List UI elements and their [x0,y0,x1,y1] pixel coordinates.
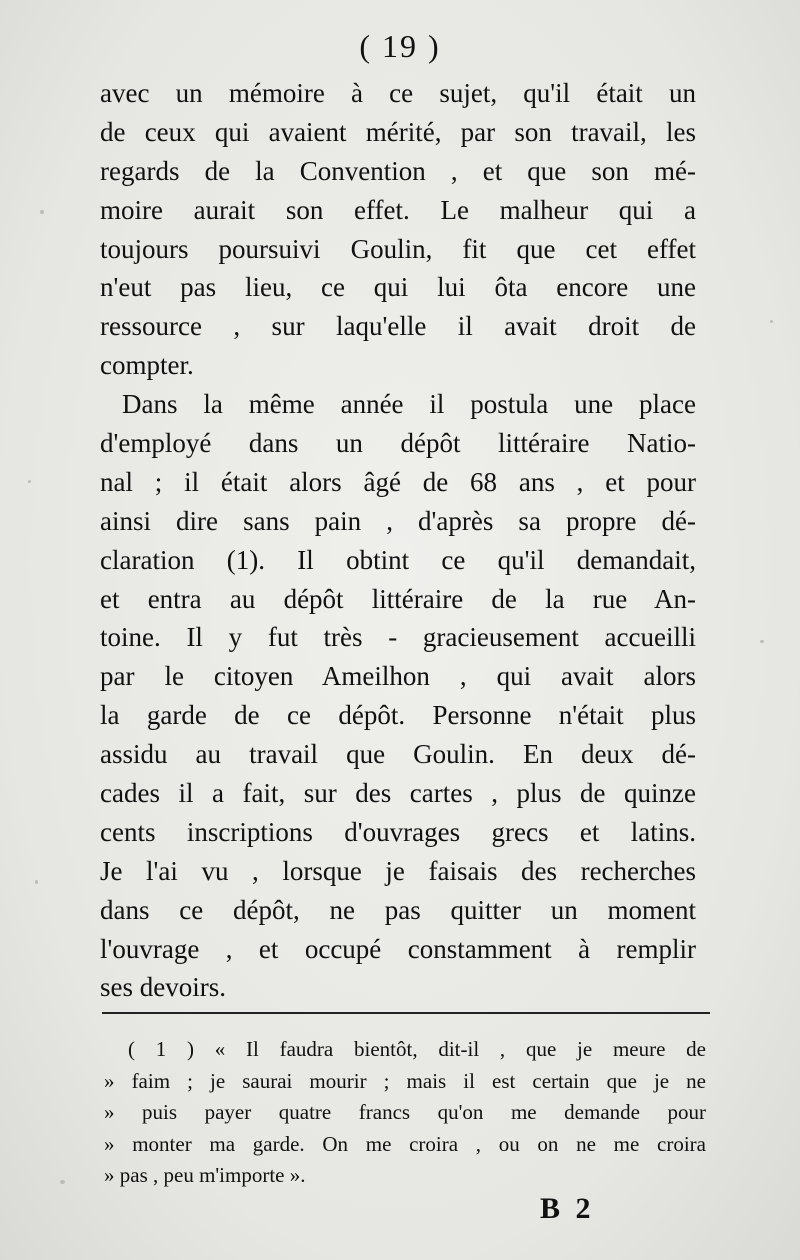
footnote [104,1034,706,1192]
footnote-line: » faim ; je saurai mourir ; mais il est certain que je ne [104,1068,706,1093]
body-line: toujours poursuivi Goulin, fit que cet effet [100,233,696,264]
body-line: Dans la même année il postula une place [122,389,696,420]
body-line: par le citoyen Ameilhon , qui avait alors [100,661,696,692]
footnote-divider [102,1012,710,1014]
body-line: claration (1). Il obtint ce qu'il demandait, [100,544,696,575]
body-line: moire aurait son effet. Le malheur qui a [100,194,696,225]
signature-mark: B 2 [540,1192,595,1225]
body-line: d'employé dans un dépôt littéraire Natio- [100,428,696,459]
body-line: assidu au travail que Goulin. En deux dé- [100,739,696,770]
body-line: nal ; il était alors âgé de 68 ans , et pour [100,466,696,497]
body-line: ses devoirs. [100,972,226,1003]
body-text [100,74,696,1007]
body-line: la garde de ce dépôt. Personne n'était plus [100,700,696,731]
footnote-line: » monter ma garde. On me croira , ou on ne me croira [104,1131,706,1156]
body-line: et entra au dépôt littéraire de la rue An- [100,583,696,614]
body-line: dans ce dépôt, ne pas quitter un moment [100,894,696,925]
body-line: compter. [100,350,194,381]
body-line: cades il a fait, sur des cartes , plus de quinze [100,778,696,809]
body-line: cents inscriptions d'ouvrages grecs et latins. [100,816,696,847]
body-line: l'ouvrage , et occupé constamment à remplir [100,933,696,964]
footnote-line: ( 1 ) « Il faudra bientôt, dit-il , que je meure de [128,1037,706,1061]
footnote-line: » puis payer quatre francs qu'on me demande pour [104,1100,706,1124]
body-line: ressource , sur laqu'elle il avait droit de [100,311,696,342]
body-line: Je l'ai vu , lorsque je faisais des recherches [100,855,696,886]
body-line: ainsi dire sans pain , d'après sa propre dé- [100,505,696,536]
footnote-line: » pas , peu m'importe ». [104,1163,306,1187]
body-line: avec un mémoire à ce sujet, qu'il était un [100,78,696,108]
body-line: de ceux qui avaient mérité, par son travail, les [100,116,696,147]
body-line: toine. Il y fut très - gracieusement accueilli [100,622,696,653]
body-line: regards de la Convention , et que son mé- [100,155,696,186]
body-line: n'eut pas lieu, ce qui lui ôta encore une [100,272,696,303]
page-number: ( 19 ) [359,28,441,64]
